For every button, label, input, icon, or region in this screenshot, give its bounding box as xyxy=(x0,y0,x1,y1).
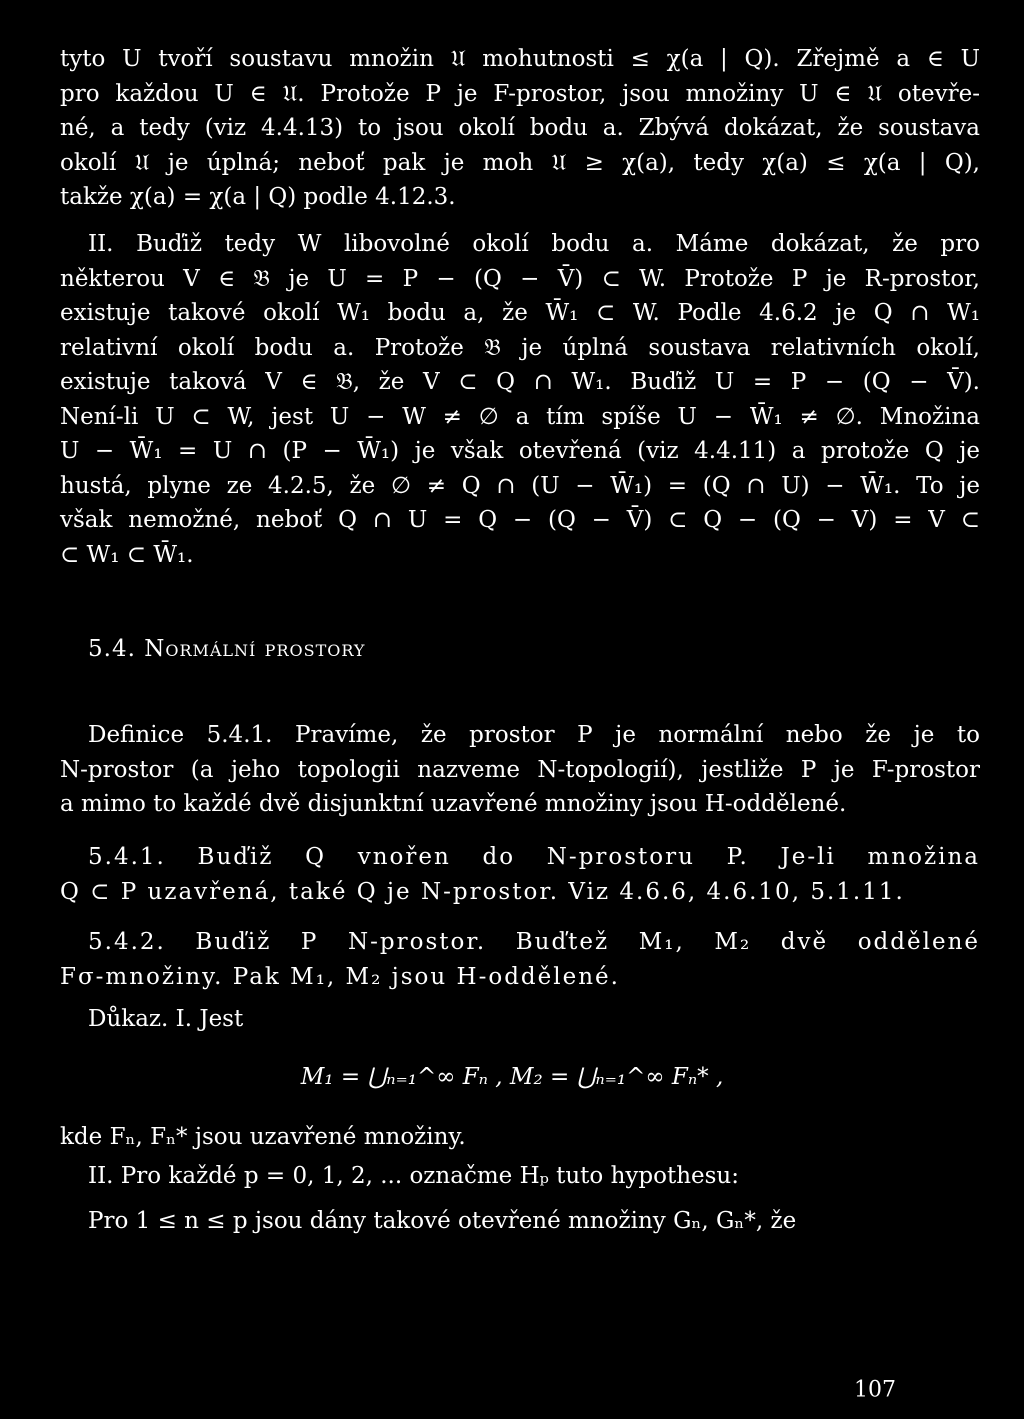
text-line: II. Buďiž tedy W libovolné okolí bodu a. Máme dokázat, že pro xyxy=(88,231,980,257)
text-line: U − W̄₁ = U ∩ (P − W̄₁) je však otevřená (viz 4.4.11) a protože Q je xyxy=(60,438,980,464)
text-line: však nemožné, neboť Q ∩ U = Q − (Q − V̄) ⊂ Q − (Q − V) = V ⊂ xyxy=(60,507,980,533)
text-line: ⊂ W₁ ⊂ W̄₁. xyxy=(60,541,194,568)
text-line: existuje takové okolí W₁ bodu a, že W̄₁ ⊂ W. Podle 4.6.2 je Q ∩ W₁ xyxy=(60,300,980,326)
text-line: 5.4.1. Buďiž Q vnořen do N-prostoru P. Je-li množina xyxy=(88,844,980,870)
proof-part-two xyxy=(60,227,980,572)
text-line: okolí 𝔘 je úplná; neboť pak je moh 𝔘 ≥ χ(a), tedy χ(a) ≤ χ(a | Q), xyxy=(60,149,980,176)
definition-paragraph xyxy=(60,718,980,822)
item-5-4-1 xyxy=(60,840,980,909)
text-line: Q ⊂ P uzavřená, také Q je N-prostor. Viz 4.6.6, 4.6.10, 5.1.11. xyxy=(60,878,905,905)
text-line: Fσ-množiny. Pak M₁, M₂ jsou H-oddělené. xyxy=(60,963,620,990)
text-line: hustá, plyne ze 4.2.5, že ∅ ≠ Q ∩ (U − W̄₁) = (Q ∩ U) − W̄₁. To je xyxy=(60,472,980,499)
text-line: Pro 1 ≤ n ≤ p jsou dány takové otevřené množiny Gₙ, Gₙ*, že xyxy=(88,1208,797,1234)
text-line: Není-li U ⊂ W, jest U − W ≠ ∅ a tím spíše U − W̄₁ ≠ ∅. Množina xyxy=(60,403,980,430)
text-line: II. Pro každé p = 0, 1, 2, ... označme Hₚ tuto hypothesu: xyxy=(88,1163,739,1189)
text-line: takže χ(a) = χ(a | Q) podle 4.12.3. xyxy=(60,184,456,210)
text-line: kde Fₙ, Fₙ* jsou uzavřené množiny. xyxy=(60,1124,466,1150)
text-line: né, a tedy (viz 4.4.13) to jsou okolí bodu a. Zbývá dokázat, že soustava xyxy=(60,115,980,141)
text-line: a mimo to každé dvě disjunktní uzavřené množiny jsou H-oddělené. xyxy=(60,791,847,817)
text-line: některou V ∈ 𝔅 je U = P − (Q − V̄) ⊂ W. Protože P je R-prostor, xyxy=(60,265,980,292)
text-line: existuje taková V ∈ 𝔅, že V ⊂ Q ∩ W₁. Buďiž U = P − (Q − V̄). xyxy=(60,369,980,395)
union-formula: M₁ = ⋃ₙ₌₁^∞ Fₙ , M₂ = ⋃ₙ₌₁^∞ Fₙ* , xyxy=(300,1064,724,1090)
text-line: Definice 5.4.1. Pravíme, že prostor P je normální nebo že je to xyxy=(88,722,980,748)
text-line: tyto U tvoří soustavu množin 𝔘 mohutnosti ≤ χ(a | Q). Zřejmě a ∈ U xyxy=(60,46,980,72)
text-line: 5.4.2. Buďiž P N-prostor. Buďtež M₁, M₂ dvě oddělené xyxy=(88,929,980,955)
page-number: 107 xyxy=(854,1377,896,1403)
text-line: N-prostor (a jeho topologii nazveme N-topologií), jestliže P je F-prostor xyxy=(60,756,980,783)
text-line: pro každou U ∈ 𝔘. Protože P je F-prostor, jsou množiny U ∈ 𝔘 otevře- xyxy=(60,80,980,107)
section-heading: 5.4. Normální prostory xyxy=(88,636,366,662)
text-line: relativní okolí bodu a. Protože 𝔅 je úplná soustava relativních okolí, xyxy=(60,334,980,361)
item-5-4-2 xyxy=(60,925,980,994)
proof-label: Důkaz. I. Jest xyxy=(88,1006,244,1032)
top-paragraph xyxy=(60,42,980,215)
